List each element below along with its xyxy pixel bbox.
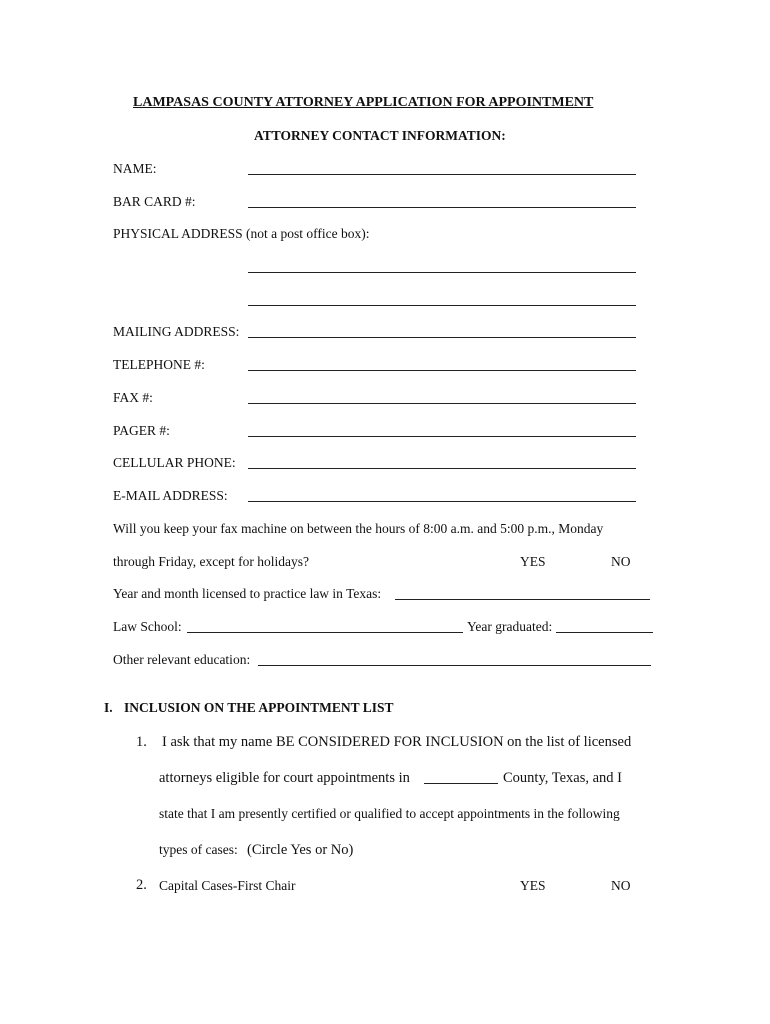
item1-line4a: types of cases: xyxy=(159,842,238,857)
telephone-field[interactable] xyxy=(248,370,636,371)
physical-address-field-1[interactable] xyxy=(248,272,636,273)
name-field[interactable] xyxy=(248,174,636,175)
item2-number: 2. xyxy=(136,877,147,893)
year-graduated-label: Year graduated: xyxy=(467,619,553,634)
county-field[interactable] xyxy=(424,783,498,784)
bar-card-label: BAR CARD #: xyxy=(113,194,196,209)
fax-question-line1: Will you keep your fax machine on between the hours of 8:00 a.m. and 5:00 p.m., Monday xyxy=(113,521,604,536)
item1-number: 1. xyxy=(136,734,147,750)
form-title: LAMPASAS COUNTY ATTORNEY APPLICATION FOR APPOINTMENT xyxy=(133,95,594,110)
item1-line1: I ask that my name BE CONSIDERED FOR INCLUSION on the list of licensed xyxy=(162,734,632,750)
bar-card-field[interactable] xyxy=(248,207,636,208)
item2-no-option[interactable]: NO xyxy=(611,878,631,893)
item1-line2a: attorneys eligible for court appointments in xyxy=(159,770,410,786)
item1-line2b: County, Texas, and I xyxy=(503,770,622,786)
licensed-field[interactable] xyxy=(395,599,650,600)
fax-yes-option[interactable]: YES xyxy=(520,554,546,569)
law-school-field[interactable] xyxy=(187,632,463,633)
cellular-label: CELLULAR PHONE: xyxy=(113,455,236,470)
fax-question-line2: through Friday, except for holidays? xyxy=(113,554,309,569)
section-numeral: I. xyxy=(104,700,113,715)
fax-label: FAX #: xyxy=(113,390,153,405)
telephone-label: TELEPHONE #: xyxy=(113,357,205,372)
item2-yes-option[interactable]: YES xyxy=(520,878,546,893)
item1-line3: state that I am presently certified or qualified to accept appointments in the following xyxy=(159,806,620,821)
law-school-label: Law School: xyxy=(113,619,182,634)
fax-field[interactable] xyxy=(248,403,636,404)
other-education-label: Other relevant education: xyxy=(113,652,251,667)
other-education-field[interactable] xyxy=(258,665,651,666)
email-label: E-MAIL ADDRESS: xyxy=(113,488,228,503)
mailing-address-label: MAILING ADDRESS: xyxy=(113,324,240,339)
physical-address-label: PHYSICAL ADDRESS (not a post office box): xyxy=(113,226,370,241)
fax-no-option[interactable]: NO xyxy=(611,554,631,569)
cellular-field[interactable] xyxy=(248,468,636,469)
year-graduated-field[interactable] xyxy=(556,632,653,633)
contact-heading: ATTORNEY CONTACT INFORMATION: xyxy=(254,128,506,143)
physical-address-field-2[interactable] xyxy=(248,305,636,306)
name-label: NAME: xyxy=(113,161,157,176)
section-heading: INCLUSION ON THE APPOINTMENT LIST xyxy=(124,700,394,715)
pager-field[interactable] xyxy=(248,436,636,437)
item1-line4b: (Circle Yes or No) xyxy=(247,842,354,858)
licensed-label: Year and month licensed to practice law in Texas: xyxy=(113,586,382,601)
email-field[interactable] xyxy=(248,501,636,502)
item2-label: Capital Cases-First Chair xyxy=(159,878,296,893)
mailing-address-field[interactable] xyxy=(248,337,636,338)
pager-label: PAGER #: xyxy=(113,423,170,438)
